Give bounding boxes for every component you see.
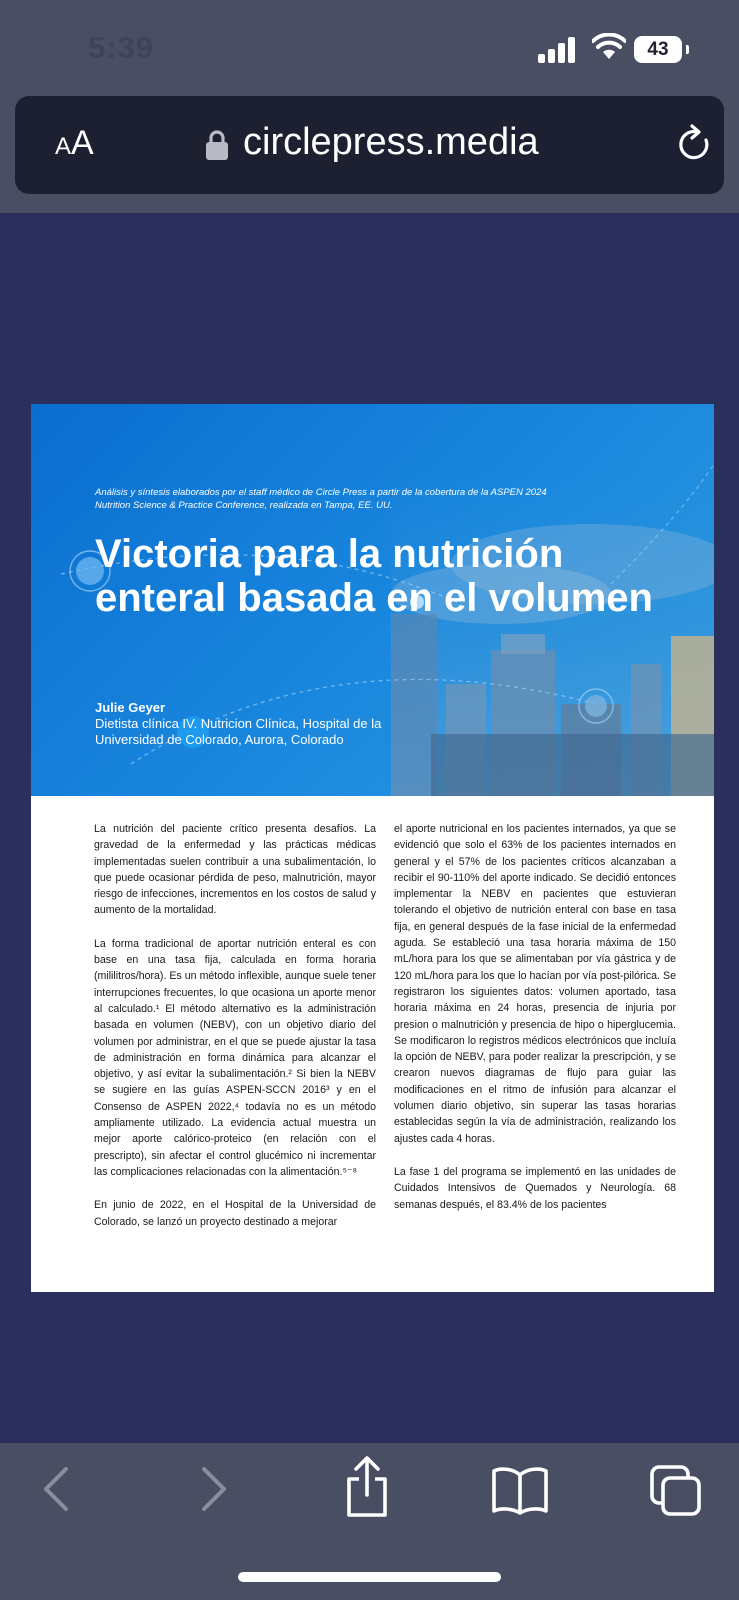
paragraph: En junio de 2022, en el Hospital de la Universidad de Colorado, se lanzó un proyecto destinado a mejorar: [94, 1199, 376, 1228]
paragraph: La nutrición del paciente crítico presenta desafíos. La gravedad de la enfermedad y las prácticas médicas implementadas suelen contribuir a una subalimentación, lo que puede ocasionar pérdida de peso, malnutrición, mayor riesgo de infecciones, incrementos en los costos de salud y aumento de la mortalidad.: [94, 823, 376, 917]
back-icon[interactable]: [38, 1465, 74, 1513]
hero-banner: [31, 404, 714, 796]
lock-icon: [205, 129, 229, 161]
battery-cap: [686, 45, 689, 54]
document-page: [31, 404, 714, 1292]
body-column-right: [394, 821, 676, 1230]
url-text[interactable]: circlepress.media: [243, 121, 539, 163]
tabs-icon[interactable]: [648, 1463, 704, 1519]
paragraph: La fase 1 del programa se implementó en las unidades de Cuidados Intensivos de Quemados y Neurología. 68 semanas después, el 83.4% de los pacientes: [394, 1165, 676, 1211]
address-bar[interactable]: [15, 96, 724, 194]
status-time: 5:39: [88, 30, 155, 65]
bookmarks-icon[interactable]: [490, 1465, 550, 1515]
battery-indicator: 43: [634, 36, 682, 63]
author-affiliation: Dietista clínica IV. Nutricion Clínica, Hospital de la Universidad de Colorado, Aurora, Colorado: [95, 716, 382, 747]
share-icon[interactable]: [342, 1455, 392, 1519]
document-viewer[interactable]: [0, 213, 739, 1443]
reload-icon[interactable]: [675, 123, 715, 165]
article-credit: Análisis y síntesis elaborados por el staff médico de Circle Press a partir de la cobertura de la ASPEN 2024 Nutrition Science & Practice Conference, realizada en Tampa, EE. UU.: [95, 487, 547, 511]
status-bar: [0, 0, 739, 96]
paragraph: el aporte nutricional en los pacientes internados, ya que se evidenció que solo el 63% de los pacientes internados en general y el 57% de los pacientes críticos alcanzaban a recibir el 90-110% del aporte indicado. Se decidió entonces implementar la NEBV en pacientes que estuvieran tolerando el objetivo de nutrición enteral con base en tasa fija, en general después de la fase inicial de la enfermedad aguda. Se estableció una tasa horaria máxima de 150 mL/hora para los que se alimentaban por vía gástrica y de 120 mL/hora para los que lo hacían por vía post-pilórica. Se registraron los siguientes datos: volumen aportado, tasa horaria máxima en 24 horas, presencia de injuria por presion o malnutrición y presencia de hipo o hiperglucemia. Se modificaron lo registros médicos electrónicos que incluía la opción de NEBV, para poder realizar la prescripción, y se crearon nuevos diagramas de flujo para guiar las modificaciones en el ritmo de infusión para alcanzar el volumen diario objetivo, sin superar las tasas horarias establecidas según la vía de administración, realizando los ajustes cada 4 horas.: [394, 823, 676, 1145]
article-title: Victoria para la nutrición enteral basada en el volumen: [95, 532, 653, 620]
home-indicator[interactable]: [238, 1572, 501, 1582]
paragraph: La forma tradicional de aportar nutrición enteral es con base en una tasa fija, calculada en forma horaria (mililitros/hora). Es un método inflexible, aunque suele tener interrupciones frecuentes, lo que ocasiona un aporte menor al calculado.¹ El método alternativo es la administración basada en volumen (NEBV), con un objetivo diario del volumen por administrar, en el que se puede ajustar la tasa de administración en forma dinámica para alcanzar el objetivo, y así evitar la subalimentación.² Si bien la NEBV se sugiere en las guías ASPEN-SCCN 2016³ y en el Consenso de ASPEN 2022,⁴ todavía no es un método ampliamente utilizado. La evidencia actual muestra un mejor aporte calórico-proteico (en relación con el prescripto), sin afectar el control glucémico ni incrementar las complicaciones relacionadas con la alimentación.⁵⁻⁸: [94, 937, 376, 1178]
text-size-button[interactable]: AA: [55, 124, 94, 162]
body-column-left: [94, 821, 376, 1247]
cellular-signal-icon: [538, 37, 578, 63]
wifi-icon: [592, 33, 626, 61]
article-author: Julie Geyer: [95, 700, 166, 715]
forward-icon[interactable]: [196, 1465, 232, 1513]
